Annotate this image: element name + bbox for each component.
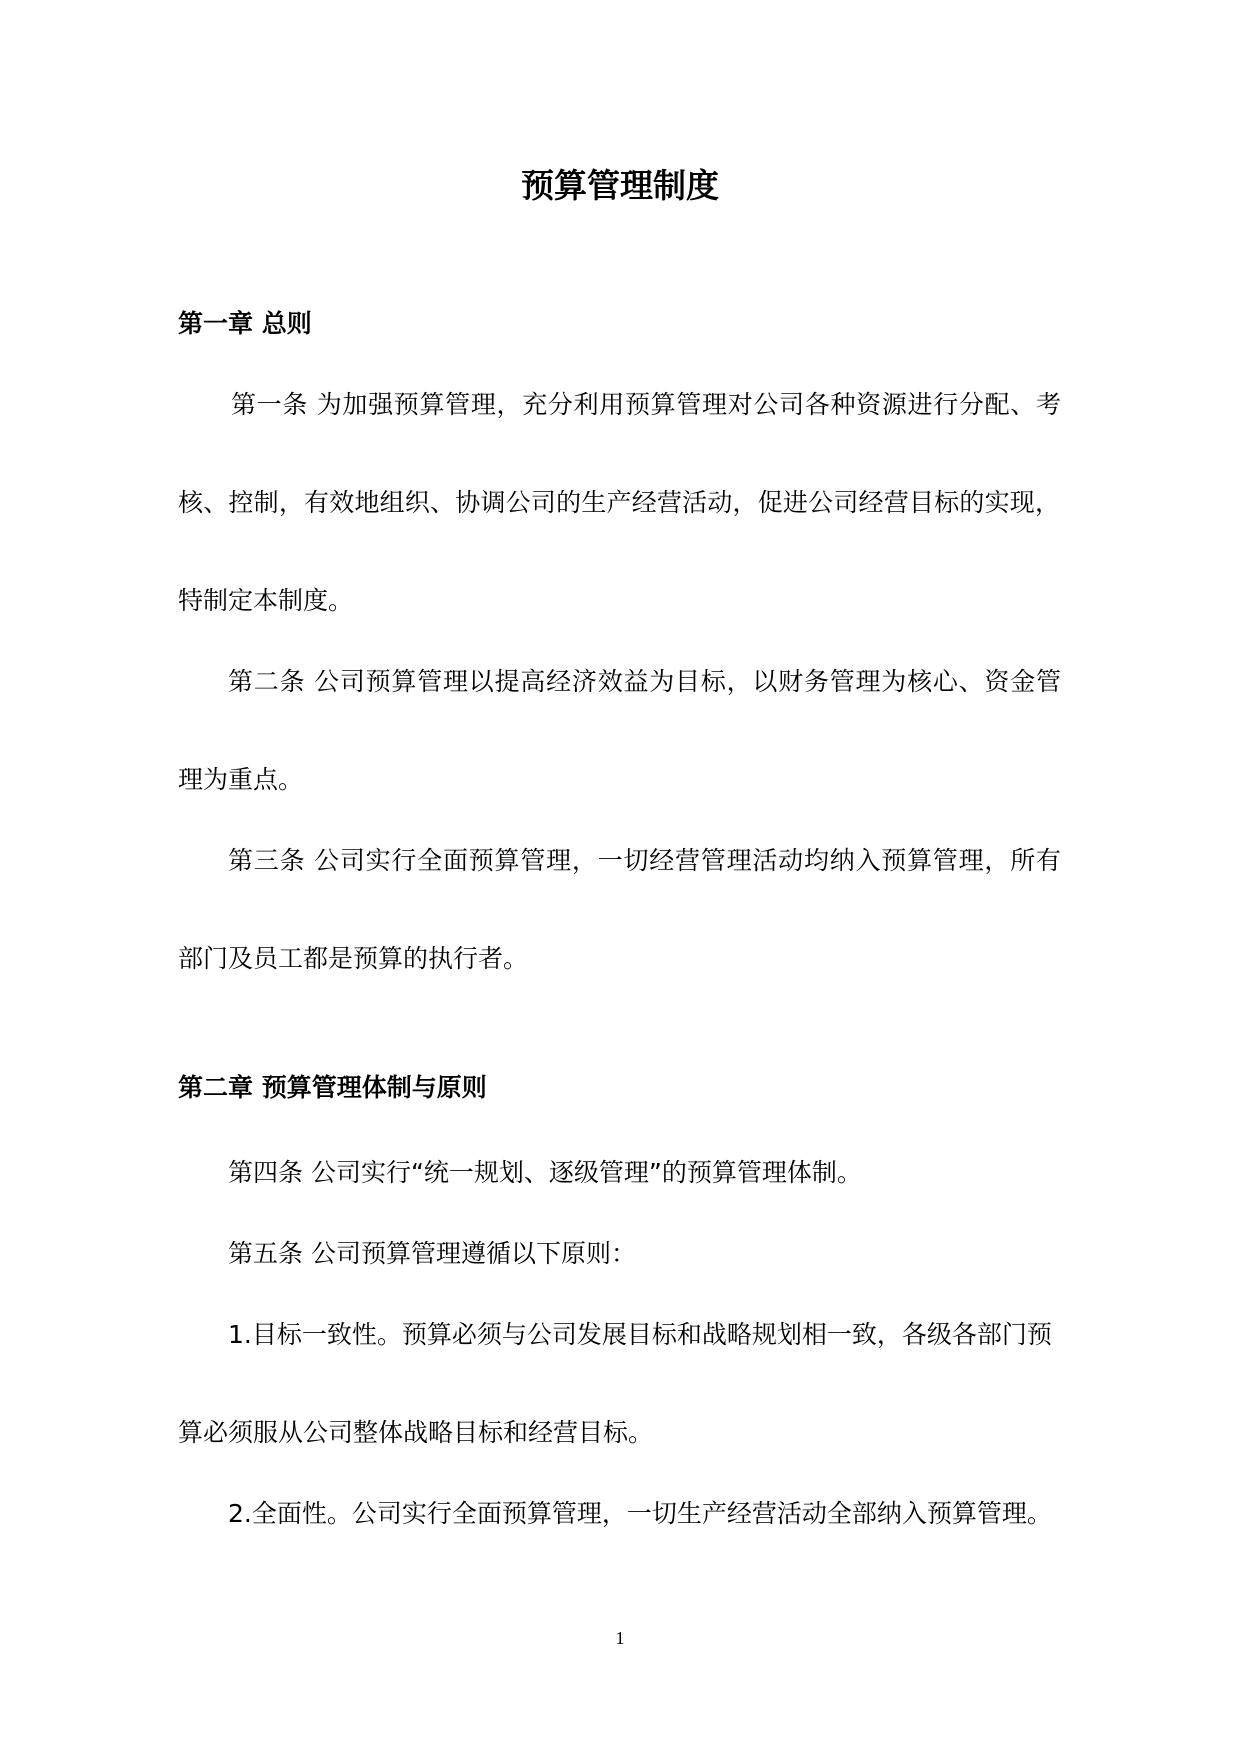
article-1-line-3: 特制定本制度。 — [178, 586, 354, 615]
article-1-line-1: 第一条 为加强预算管理，充分利用预算管理对公司各种资源进行分配、考 — [231, 390, 1061, 419]
article-3-line-2: 部门及员工都是预算的执行者。 — [178, 944, 529, 973]
article-2-line-2: 理为重点。 — [178, 765, 304, 794]
article-4: 第四条 公司实行“统一规划、逐级管理”的预算管理体制。 — [228, 1158, 862, 1187]
article-1-line-2: 核、控制，有效地组织、协调公司的生产经营活动，促进公司经营目标的实现， — [178, 488, 1060, 517]
chapter-heading-1: 第一章 总则 — [178, 309, 312, 338]
article-3-line-1: 第三条 公司实行全面预算管理，一切经营管理活动均纳入预算管理，所有 — [228, 846, 1061, 875]
article-2-line-1: 第二条 公司预算管理以提高经济效益为目标，以财务管理为核心、资金管 — [228, 667, 1061, 696]
principle-1-line-1: 1.目标一致性。预算必须与公司发展目标和战略规划相一致，各级各部门预 — [228, 1320, 1052, 1349]
document-title: 预算管理制度 — [521, 166, 719, 205]
article-5: 第五条 公司预算管理遵循以下原则： — [228, 1239, 636, 1268]
page-number: 1 — [615, 1628, 625, 1648]
principle-2: 2.全面性。公司实行全面预算管理，一切生产经营活动全部纳入预算管理。 — [228, 1499, 1052, 1528]
chapter-heading-2: 第二章 预算管理体制与原则 — [178, 1073, 487, 1102]
principle-1-line-2: 算必须服从公司整体战略目标和经营目标。 — [178, 1418, 654, 1447]
